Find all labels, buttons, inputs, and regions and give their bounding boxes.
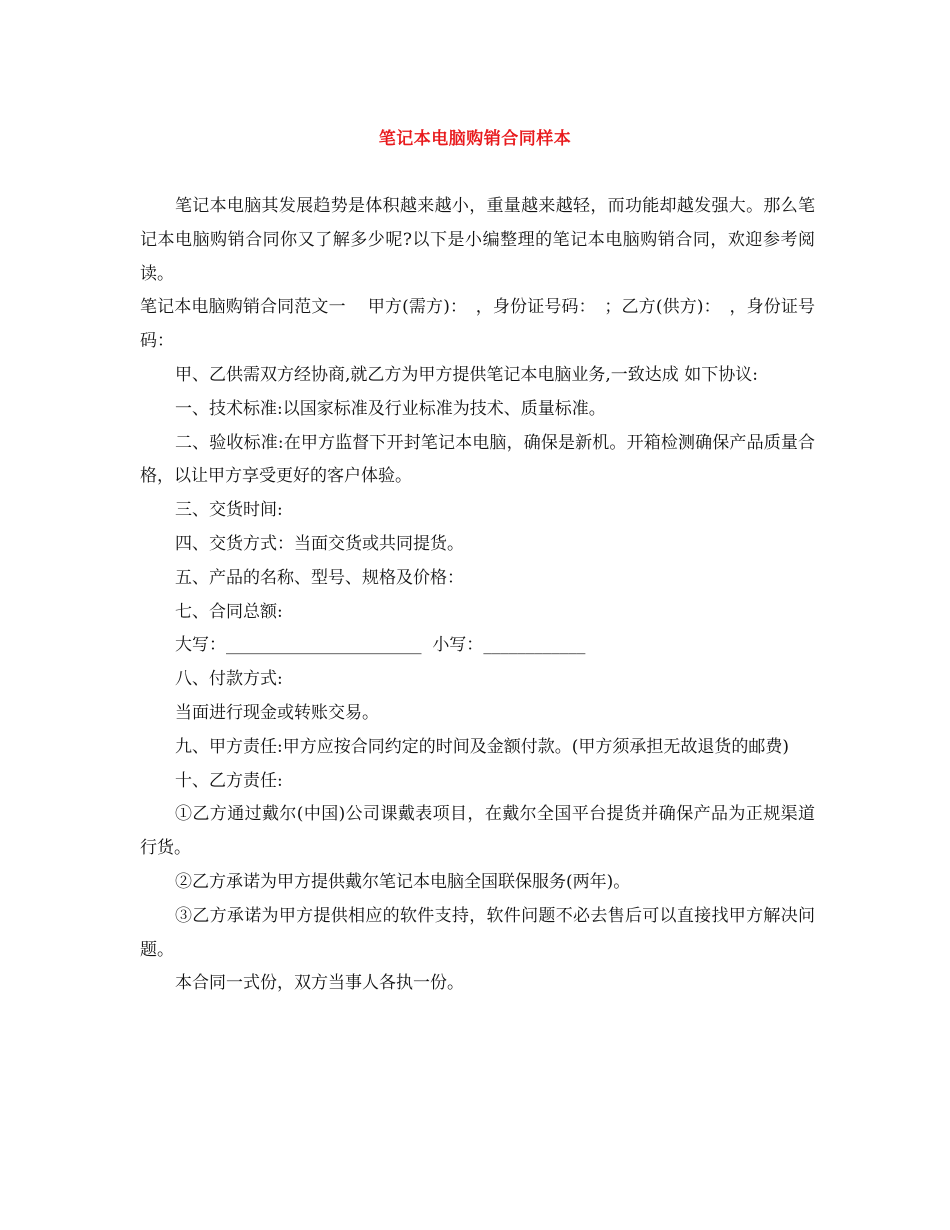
document-body bbox=[140, 190, 815, 1001]
payment-text: 当面进行现金或转账交易。 bbox=[175, 702, 379, 723]
agreement-paragraph: 甲、乙供需双方经协商,就乙方为甲方提供笔记本电脑业务,一致达成 如下协议: bbox=[175, 364, 758, 385]
clause-party-b-duty: 十、乙方责任: bbox=[175, 770, 283, 791]
amount-lower-blank: ____________ bbox=[483, 635, 586, 656]
clause-delivery-time: 三、交货时间: bbox=[175, 500, 283, 521]
closing-paragraph: 本合同一式份，双方当事人各执一份。 bbox=[175, 973, 464, 994]
document-title: 笔记本电脑购销合同样本 bbox=[378, 129, 572, 149]
amount-line bbox=[140, 629, 815, 663]
clause-acceptance-standard: 二、验收标准:在甲方监督下开封笔记本电脑，确保是新机。开箱检测确保产品质量合格，以让甲方享受更好的客户体验。 bbox=[140, 432, 815, 487]
clause-payment-method: 八、付款方式: bbox=[175, 669, 283, 690]
clause-product-specs: 五、产品的名称、型号、规格及价格： bbox=[175, 567, 464, 588]
intro-paragraph: 笔记本电脑其发展趋势是体积越来越小，重量越来越轻，而功能却越发强大。那么笔记本电脑购销合同你又了解多少呢?以下是小编整理的笔记本电脑购销合同，欢迎参考阅读。 bbox=[140, 196, 815, 284]
sample-heading: 笔记本电脑购销合同范文一 bbox=[140, 297, 346, 318]
clause-party-a-duty: 九、甲方责任:甲方应按合同约定的时间及金额付款。(甲方须承担无故退货的邮费) bbox=[175, 736, 789, 757]
clause-delivery-method: 四、交货方式：当面交货或共同提货。 bbox=[175, 533, 464, 554]
amount-upper-blank: _______________________ bbox=[226, 635, 422, 656]
clause-technical-standard: 一、技术标准:以国家标准及行业标准为技术、质量标准。 bbox=[175, 398, 606, 419]
clause-contract-total: 七、合同总额: bbox=[175, 601, 283, 622]
party-line bbox=[140, 291, 815, 359]
amount-upper-label: 大写： bbox=[175, 635, 226, 656]
party-b-duty-item-2: ②乙方承诺为甲方提供戴尔笔记本电脑全国联保服务(两年)。 bbox=[175, 871, 631, 892]
party-info: 甲方(需方)： ，身份证号码： ；乙方(供方)： ，身份证号码： bbox=[140, 297, 816, 352]
amount-lower-label: 小写： bbox=[432, 635, 484, 656]
party-b-duty-item-3: ③乙方承诺为甲方提供相应的软件支持，软件问题不必去售后可以直接找甲方解决问题。 bbox=[140, 905, 815, 960]
party-b-duty-item-1: ①乙方通过戴尔(中国)公司课戴表项目，在戴尔全国平台提货并确保产品为正规渠道行货。 bbox=[140, 804, 815, 859]
